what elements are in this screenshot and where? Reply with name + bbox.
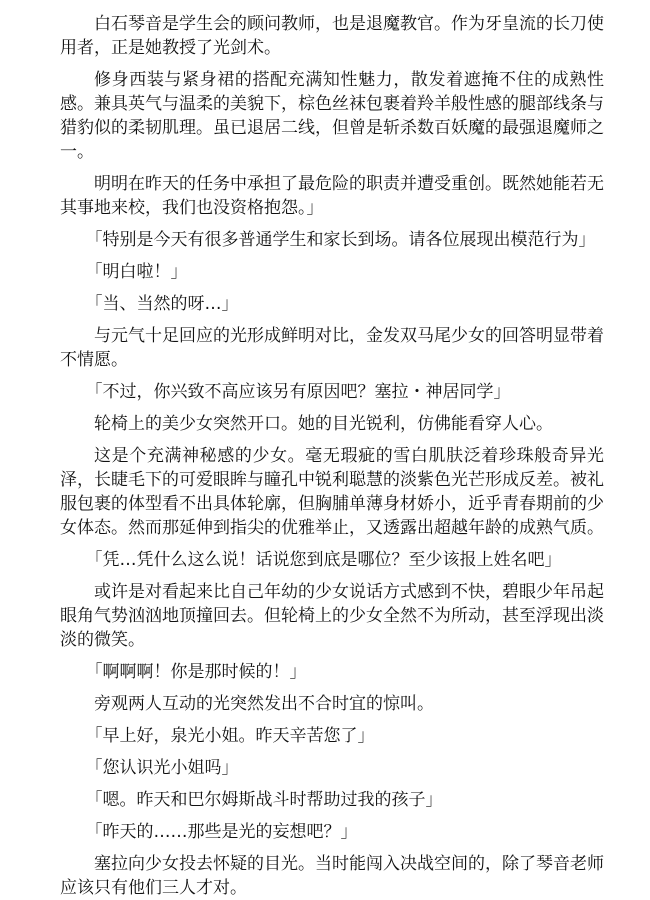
paragraph-10: 这是个充满神秘感的少女。毫无瑕疵的雪白肌肤泛着珍珠般奇异光泽，长睫毛下的可爱眼眸与瞳孔中锐利聪慧的淡紫色光芒形成反差。被礼服包裹的体型看不出具体轮廓，但胸脯单薄身材娇小，近乎青春期前的少女体态。然而那延伸到指尖的优雅举止，又透露出超越年龄的成熟气质。 [60,446,604,538]
paragraph-18: 「昨天的……那些是光的妄想吧？」 [85,822,358,842]
paragraph-12: 或许是对看起来比自己年幼的少女说话方式感到不快，碧眼少年吊起眼角气势汹汹地顶撞回去。但轮椅上的少女全然不为所动，甚至浮现出淡淡的微笑。 [60,582,604,650]
paragraph-15: 「早上好，泉光小姐。昨天辛苦您了」 [85,726,375,746]
paragraph-7: 与元气十足回应的光形成鲜明对比，金发双马尾少女的回答明显带着不情愿。 [60,326,604,370]
paragraph-8: 「不过，你兴致不高应该另有原因吧？塞拉・神居同学」 [85,382,511,402]
paragraph-19: 塞拉向少女投去怀疑的目光。当时能闯入决战空间的，除了琴音老师应该只有他们三人才对。 [60,854,604,898]
paragraph-6: 「当、当然的呀…」 [85,294,239,314]
paragraph-2: 修身西装与紧身裙的搭配充满知性魅力，散发着遮掩不住的成熟性感。兼具英气与温柔的美貌下，棕色丝袜包裹着羚羊般性感的腿部线条与猎豹似的柔韧肌理。虽已退居二线，但曾是斩杀数百妖魔的最强退魔师之一。 [60,70,604,162]
paragraph-1: 白石琴音是学生会的顾问教师，也是退魔教官。作为牙皇流的长刀使用者，正是她教授了光剑术。 [60,14,604,58]
paragraph-16: 「您认识光小姐吗」 [85,758,239,778]
paragraph-11: 「凭…凭什么这么说！话说您到底是哪位？至少该报上姓名吧」 [85,550,562,570]
paragraph-14: 旁观两人互动的光突然发出不合时宜的惊叫。 [94,694,434,714]
paragraph-4: 「特别是今天有很多普通学生和家长到场。请各位展现出模范行为」 [85,230,596,250]
paragraph-13: 「啊啊啊！你是那时候的！」 [85,662,307,682]
paragraph-3: 明明在昨天的任务中承担了最危险的职责并遭受重创。既然她能若无其事地来校，我们也没资格抱怨。」 [60,174,604,218]
paragraph-17: 「嗯。昨天和巴尔姆斯战斗时帮助过我的孩子」 [85,790,443,810]
paragraph-5: 「明白啦！」 [85,262,188,282]
paragraph-9: 轮椅上的美少女突然开口。她的目光锐利，仿佛能看穿人心。 [94,414,553,434]
